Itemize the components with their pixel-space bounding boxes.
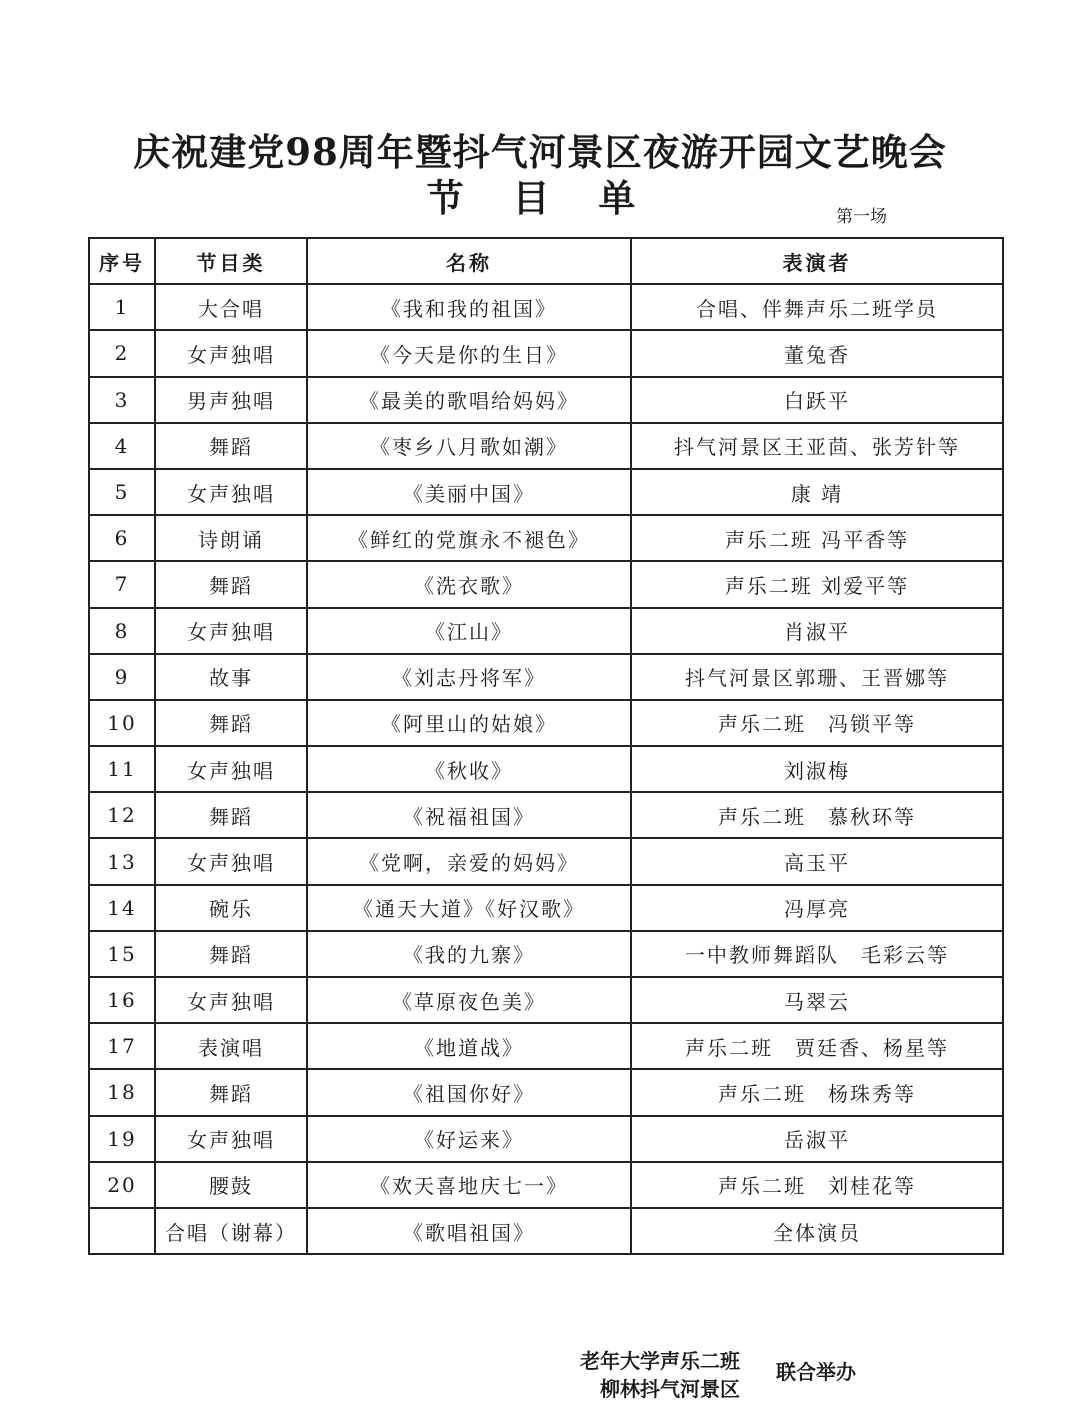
cell-category: 诗朗诵 bbox=[155, 515, 307, 561]
cell-performer: 全体演员 bbox=[631, 1208, 1003, 1254]
table-row bbox=[89, 885, 1003, 931]
cell-index: 11 bbox=[89, 746, 155, 792]
cell-program-name: 《歌唱祖国》 bbox=[307, 1208, 631, 1254]
cell-performer: 岳淑平 bbox=[631, 1116, 1003, 1162]
cell-category: 腰鼓 bbox=[155, 1162, 307, 1208]
cell-category: 表演唱 bbox=[155, 1023, 307, 1069]
cell-index: 7 bbox=[89, 561, 155, 607]
cell-performer: 声乐二班 冯锁平等 bbox=[631, 700, 1003, 746]
cell-index: 3 bbox=[89, 377, 155, 423]
cell-performer: 声乐二班 刘桂花等 bbox=[631, 1162, 1003, 1208]
cell-index: 4 bbox=[89, 423, 155, 469]
table-row bbox=[89, 1023, 1003, 1069]
cell-performer: 声乐二班 杨珠秀等 bbox=[631, 1069, 1003, 1115]
cell-index: 6 bbox=[89, 515, 155, 561]
cell-index: 12 bbox=[89, 792, 155, 838]
cell-index: 19 bbox=[89, 1116, 155, 1162]
cell-index: 17 bbox=[89, 1023, 155, 1069]
cell-category: 大合唱 bbox=[155, 284, 307, 330]
cell-index: 13 bbox=[89, 838, 155, 884]
cell-index: 15 bbox=[89, 931, 155, 977]
cell-program-name: 《我和我的祖国》 bbox=[307, 284, 631, 330]
cell-performer: 合唱、伴舞声乐二班学员 bbox=[631, 284, 1003, 330]
cell-program-name: 《枣乡八月歌如潮》 bbox=[307, 423, 631, 469]
session-label: 第一场 bbox=[836, 207, 887, 227]
organizers bbox=[560, 1347, 740, 1403]
cell-index: 10 bbox=[89, 700, 155, 746]
cell-category: 碗乐 bbox=[155, 885, 307, 931]
cell-program-name: 《江山》 bbox=[307, 608, 631, 654]
table-row bbox=[89, 792, 1003, 838]
cell-category: 舞蹈 bbox=[155, 423, 307, 469]
table-row bbox=[89, 838, 1003, 884]
table-row bbox=[89, 377, 1003, 423]
table-row bbox=[89, 1208, 1003, 1254]
cell-category: 女声独唱 bbox=[155, 469, 307, 515]
cell-category: 女声独唱 bbox=[155, 838, 307, 884]
cell-index bbox=[89, 1208, 155, 1254]
cell-program-name: 《今天是你的生日》 bbox=[307, 330, 631, 376]
cell-performer: 高玉平 bbox=[631, 838, 1003, 884]
organizer-2: 柳林抖气河景区 bbox=[600, 1377, 740, 1401]
cell-category: 女声独唱 bbox=[155, 977, 307, 1023]
table-row bbox=[89, 561, 1003, 607]
cell-category: 合唱（谢幕） bbox=[155, 1208, 307, 1254]
cell-performer: 声乐二班 冯平香等 bbox=[631, 515, 1003, 561]
cell-category: 女声独唱 bbox=[155, 1116, 307, 1162]
cell-category: 女声独唱 bbox=[155, 746, 307, 792]
cell-category: 舞蹈 bbox=[155, 700, 307, 746]
cell-program-name: 《我的九寨》 bbox=[307, 931, 631, 977]
cell-performer: 声乐二班 慕秋环等 bbox=[631, 792, 1003, 838]
table-header-row bbox=[89, 238, 1003, 284]
cell-program-name: 《阿里山的姑娘》 bbox=[307, 700, 631, 746]
cell-performer: 抖气河景区郭珊、王晋娜等 bbox=[631, 654, 1003, 700]
cell-program-name: 《欢天喜地庆七一》 bbox=[307, 1162, 631, 1208]
cell-index: 20 bbox=[89, 1162, 155, 1208]
cell-performer: 一中教师舞蹈队 毛彩云等 bbox=[631, 931, 1003, 977]
cell-program-name: 《洗衣歌》 bbox=[307, 561, 631, 607]
cell-index: 1 bbox=[89, 284, 155, 330]
table-row bbox=[89, 515, 1003, 561]
cell-index: 16 bbox=[89, 977, 155, 1023]
cell-program-name: 《最美的歌唱给妈妈》 bbox=[307, 377, 631, 423]
cell-category: 男声独唱 bbox=[155, 377, 307, 423]
cell-program-name: 《党啊，亲爱的妈妈》 bbox=[307, 838, 631, 884]
cell-program-name: 《草原夜色美》 bbox=[307, 977, 631, 1023]
joint-host-label: 联合举办 bbox=[776, 1360, 856, 1384]
cell-performer: 声乐二班 贾廷香、杨星等 bbox=[631, 1023, 1003, 1069]
cell-program-name: 《祝福祖国》 bbox=[307, 792, 631, 838]
cell-performer: 马翠云 bbox=[631, 977, 1003, 1023]
table-row bbox=[89, 931, 1003, 977]
cell-program-name: 《通天大道》《好汉歌》 bbox=[307, 885, 631, 931]
cell-index: 14 bbox=[89, 885, 155, 931]
table-row bbox=[89, 654, 1003, 700]
cell-program-name: 《秋收》 bbox=[307, 746, 631, 792]
cell-index: 5 bbox=[89, 469, 155, 515]
header-category: 节目类 bbox=[155, 238, 307, 284]
cell-category: 女声独唱 bbox=[155, 608, 307, 654]
cell-program-name: 《好运来》 bbox=[307, 1116, 631, 1162]
table-row bbox=[89, 977, 1003, 1023]
cell-performer: 抖气河景区王亚茴、张芳针等 bbox=[631, 423, 1003, 469]
cell-program-name: 《鲜红的党旗永不褪色》 bbox=[307, 515, 631, 561]
organizer-1: 老年大学声乐二班 bbox=[580, 1349, 740, 1373]
cell-performer: 肖淑平 bbox=[631, 608, 1003, 654]
table-row bbox=[89, 700, 1003, 746]
table-row bbox=[89, 1162, 1003, 1208]
cell-program-name: 《美丽中国》 bbox=[307, 469, 631, 515]
cell-performer: 冯厚亮 bbox=[631, 885, 1003, 931]
cell-index: 2 bbox=[89, 330, 155, 376]
cell-performer: 康 靖 bbox=[631, 469, 1003, 515]
page-title: 庆祝建党98周年暨抖气河景区夜游开园文艺晚会 bbox=[133, 130, 947, 174]
cell-performer: 刘淑梅 bbox=[631, 746, 1003, 792]
cell-category: 舞蹈 bbox=[155, 1069, 307, 1115]
cell-program-name: 《刘志丹将军》 bbox=[307, 654, 631, 700]
header-name: 名称 bbox=[307, 238, 631, 284]
table-row bbox=[89, 423, 1003, 469]
cell-index: 8 bbox=[89, 608, 155, 654]
table-row bbox=[89, 284, 1003, 330]
cell-performer: 董兔香 bbox=[631, 330, 1003, 376]
cell-category: 舞蹈 bbox=[155, 931, 307, 977]
table-row bbox=[89, 746, 1003, 792]
table-row bbox=[89, 469, 1003, 515]
cell-index: 18 bbox=[89, 1069, 155, 1115]
cell-category: 故事 bbox=[155, 654, 307, 700]
cell-program-name: 《地道战》 bbox=[307, 1023, 631, 1069]
cell-performer: 白跃平 bbox=[631, 377, 1003, 423]
program-table-body bbox=[89, 284, 1003, 1254]
page-subtitle: 节 目 单 bbox=[426, 176, 654, 220]
cell-category: 舞蹈 bbox=[155, 792, 307, 838]
table-row bbox=[89, 1069, 1003, 1115]
header-performer: 表演者 bbox=[631, 238, 1003, 284]
cell-category: 女声独唱 bbox=[155, 330, 307, 376]
cell-program-name: 《祖国你好》 bbox=[307, 1069, 631, 1115]
table-row bbox=[89, 330, 1003, 376]
cell-performer: 声乐二班 刘爱平等 bbox=[631, 561, 1003, 607]
cell-index: 9 bbox=[89, 654, 155, 700]
program-table bbox=[88, 237, 1004, 1255]
cell-category: 舞蹈 bbox=[155, 561, 307, 607]
table-row bbox=[89, 608, 1003, 654]
table-row bbox=[89, 1116, 1003, 1162]
header-index: 序号 bbox=[89, 238, 155, 284]
